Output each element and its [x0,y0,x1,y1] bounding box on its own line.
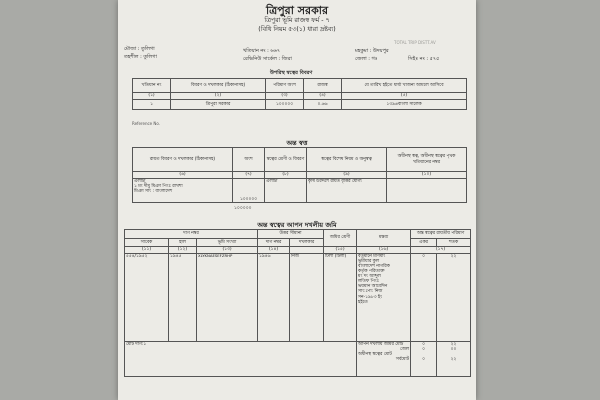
summary-jail: জেল [400,347,410,353]
cell-share: ১০০০০০ [233,179,265,203]
header-boundary: উত্তর সীমানা [258,230,324,239]
summary-value: ২২ [450,342,457,347]
cell-owner: ত্রিপুরা সরকার [171,100,266,110]
cell-owner [133,179,233,203]
header-remarks: মন্তব্য [357,230,411,247]
header-revenue: রাজস্ব [304,79,342,93]
header-raiyat: রায়ত বিবরণ ও দখলকার (ঠিকানাসহ) [133,148,233,172]
cell-share: ১০০০০০ [266,100,304,110]
summary-value: ০ [422,357,425,363]
header-description: বিবরণ ও দখলকার (ঠিকানাসহ) [171,79,266,93]
col-number: (১৭) [411,247,471,254]
col-number: (৪) [304,93,342,100]
serial-label: সিইঃ নং : ৫৭৫ [408,56,440,62]
remark-line: বর্তমানে মণিমাং [358,254,386,259]
cell-new-dag: ১৯৪৫ [169,254,197,342]
share-total: ১০০০০০ [234,206,252,211]
upper-rights-table [132,78,467,110]
summary-acre [411,342,437,377]
header-date: যে তারিখ হইতে ধার্য্য খাজনা আমলে আসিবে [342,79,467,93]
reference-number-label: Reference No. [132,121,161,126]
document-title: ত্রিপুরা সরকার [265,4,329,17]
cell-class: এলাটী [265,179,307,203]
cell-subordinate [387,179,467,203]
owner-line-1: ১ মং দীমু মিঞা পিংঃ রাখশা [134,184,183,190]
summary-grand-total: সর্বমোট [395,357,410,363]
col-number: (৯) [307,172,387,179]
header-share: পরিমাণ অংশ [266,79,304,93]
total-dag-count: মোট দাগ:১ [125,342,357,377]
form-number: ত্রিপুরা ভূমি রাজস্ব ফর্ম - ৭ [264,17,330,24]
col-number: (৮) [265,172,307,179]
col-number: (৩) [266,93,304,100]
remark-line: লতিফ পিংঃ [358,279,379,285]
summary-subordinate: অধীনস্থ স্বত্বের মোট [358,352,392,358]
header-subordinate: অধীনস্থ স্বত্ব, অধীনস্থ স্বত্বের পৃথক খতিয়ানের নম্বর [387,148,467,172]
cell-land-class: টিলা (টিলা) [324,254,357,342]
col-number: (১০) [387,172,467,179]
header-land-class: জমির শ্রেণী [324,230,357,247]
header-share: অংশ [233,148,265,172]
cell-shatak: ২২ [437,254,471,342]
section-title-land: অন্ত স্বত্বের আপন দখলীয় জমি [257,221,337,229]
remark-line: সাং:পো: নিজ [358,289,383,295]
cell-dag-no: ১৯৪৬ [258,254,290,342]
summary-value: ২২ [450,357,457,363]
remark-line: বাংলাদেশ নাগরিক [358,264,390,270]
header-class: স্বত্বের শ্রেণী ও বিবরণ [265,148,307,172]
section-title-raiyat: অন্ত স্বত্ত [286,139,308,147]
remark-line: ভয়মান আবেদিন [358,284,388,290]
header-dag-no: দাগ নম্বর [258,239,290,247]
cell-date: ১৩৯৬বাংলা সালেক [342,100,467,110]
col-number: (১১) [125,247,169,254]
remark-line: মং দং আব্দুল [358,274,381,280]
section-title-upper: উপরিস্থ স্বত্বের বিবরণ [270,70,313,76]
header-old: সাবেক [125,239,169,247]
header-dag: দাগ নম্বর [125,230,258,239]
rule-reference: (বিধি নিয়ম ৫৩(১) ধারা দ্রষ্টব্য) [258,26,336,33]
remark-line: কর্তৃক পরিত্যক্ত [358,269,385,275]
header-new: হাল [169,239,197,247]
summary-value: ০ [422,347,425,353]
khatian-label: খতিয়ান নং : ৬৬৭ [243,48,281,54]
summary-own-total: আপন দখলীয় জমির মোট [358,342,404,347]
col-number: (১৬) [357,247,411,254]
remark-line: হইতে [358,299,368,305]
cell-occupant: নিজ [290,254,324,342]
header-occupant: দখলকার [290,239,324,247]
subdivision-label: মহকুমা : উদয়পুর [355,48,389,54]
summary-shatak [437,342,471,377]
cell-old-dag: ৫৫৪/১৯৫২ [125,254,169,342]
header-shatak: শতক [437,239,471,247]
watermark: TOTAL TRIP DISTT.AV [394,40,436,45]
col-number: (৫) [342,93,467,100]
col-number: (১৩) [197,247,258,254]
remark-line: সন-১৯৮৩ ইং [358,294,383,300]
mouja-label: মৌজা : তুলিগা [124,46,155,52]
owner-line-2: মিঞা সাং : বাংলাদেশ [134,189,173,195]
revenue-circle-label: রেভিনিউ সার্কেল : জিরা [243,56,292,62]
cell-special-rule: কৃষি উদ্দেশে রায়ত বৃত্তির যোগ্য [307,179,387,203]
cell-revenue: ০.৬৬ [304,100,342,110]
document-page [118,0,476,400]
col-number: (৬) [133,172,233,179]
owner-label: এলাটী [134,179,146,184]
summary-value: ০০ [450,347,457,353]
header-land-no: ভূমি সংখ্যা [197,239,258,247]
col-number: (৭) [233,172,265,179]
district-label: জেলা : গঃ [355,56,378,62]
tehsil-label: তহশীল : তুলিগা [124,54,157,60]
summary-labels [357,342,411,377]
col-number: (১৪) [258,247,290,254]
cell-acre: ০ [411,254,437,342]
remark-line: ভূমীয়ার কুল [358,259,380,265]
cell-khatian: ১ [133,100,171,110]
header-acre: একর [411,239,437,247]
col-number [290,247,324,254]
col-number: (২) [171,93,266,100]
summary-value: ০ [422,342,425,347]
cell-land-no: XLYKNAESEFZRHP [197,254,258,342]
header-khatian: খতিয়ান নং [133,79,171,93]
header-area: অন্ত স্বত্বের রায়তীয় পরিমাণ [411,230,471,239]
col-number: (১৫) [324,247,357,254]
raiyat-rights-table [132,147,467,203]
col-number: (১) [133,93,171,100]
cell-remarks [357,254,411,342]
land-table [124,229,471,377]
col-number: (১২) [169,247,197,254]
header-special-rule: স্বত্বের বিশেষ নিয়ম ও অনুস্বত্ব [307,148,387,172]
